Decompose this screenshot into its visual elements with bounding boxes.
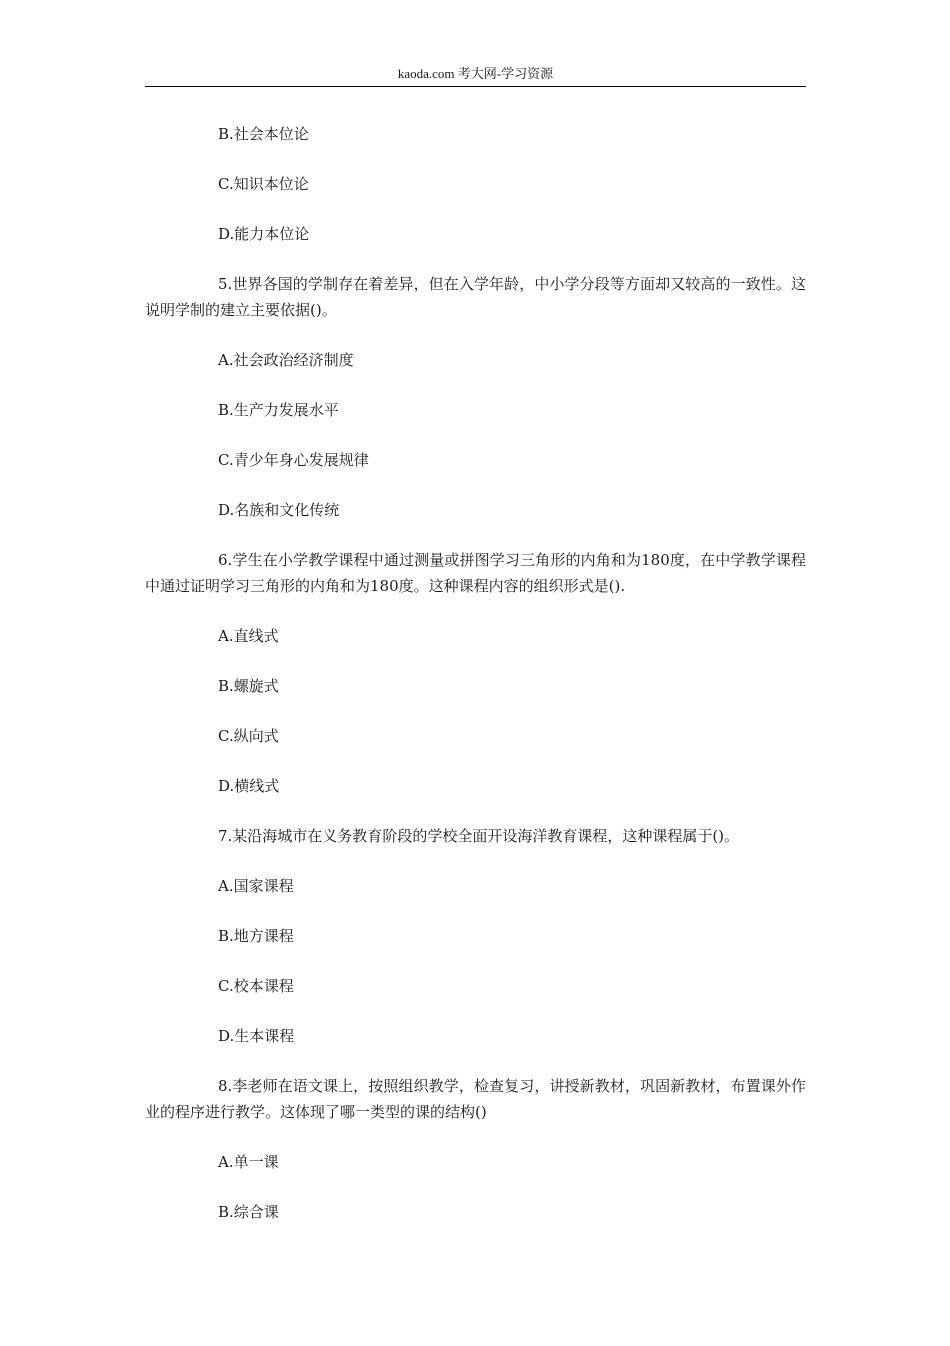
q6-option-b: B.螺旋式 <box>218 677 279 695</box>
page-header: kaoda.com 考大网-学习资源 <box>397 66 554 81</box>
header-divider <box>145 86 806 87</box>
q6-option-c: C.纵向式 <box>218 727 279 745</box>
q5-option-d: D.名族和文化传统 <box>218 501 340 519</box>
question-5: 5.世界各国的学制存在着差异，但在入学年龄，中小学分段等方面却又较高的一致性。这说明学制的建立主要依据()。 <box>145 275 806 319</box>
option-c-knowledge: C.知识本位论 <box>218 175 309 193</box>
q7-option-d: D.生本课程 <box>218 1027 295 1045</box>
document-body <box>145 121 806 1249</box>
q6-option-a: A.直线式 <box>218 627 279 645</box>
q8-option-b: B.综合课 <box>218 1203 279 1221</box>
q7-option-c: C.校本课程 <box>218 977 294 995</box>
q7-option-a: A.国家课程 <box>218 877 294 895</box>
question-6: 6.学生在小学教学课程中通过测量或拼图学习三角形的内角和为180度，在中学教学课程中通过证明学习三角形的内角和为180度。这种课程内容的组织形式是(). <box>145 551 806 595</box>
option-d-ability: D.能力本位论 <box>218 225 310 243</box>
question-7: 7.某沿海城市在义务教育阶段的学校全面开设海洋教育课程，这种课程属于()。 <box>218 827 740 845</box>
q5-option-c: C.青少年身心发展规律 <box>218 451 369 469</box>
q5-option-a: A.社会政治经济制度 <box>218 351 354 369</box>
question-8: 8.李老师在语文课上，按照组织教学，检查复习，讲授新教材，巩固新教材，布置课外作业的程序进行教学。这体现了哪一类型的课的结构() <box>145 1077 806 1121</box>
q5-option-b: B.生产力发展水平 <box>218 401 339 419</box>
option-b-social: B.社会本位论 <box>218 125 309 143</box>
q7-option-b: B.地方课程 <box>218 927 294 945</box>
q8-option-a: A.单一课 <box>218 1153 279 1171</box>
q6-option-d: D.横线式 <box>218 777 280 795</box>
